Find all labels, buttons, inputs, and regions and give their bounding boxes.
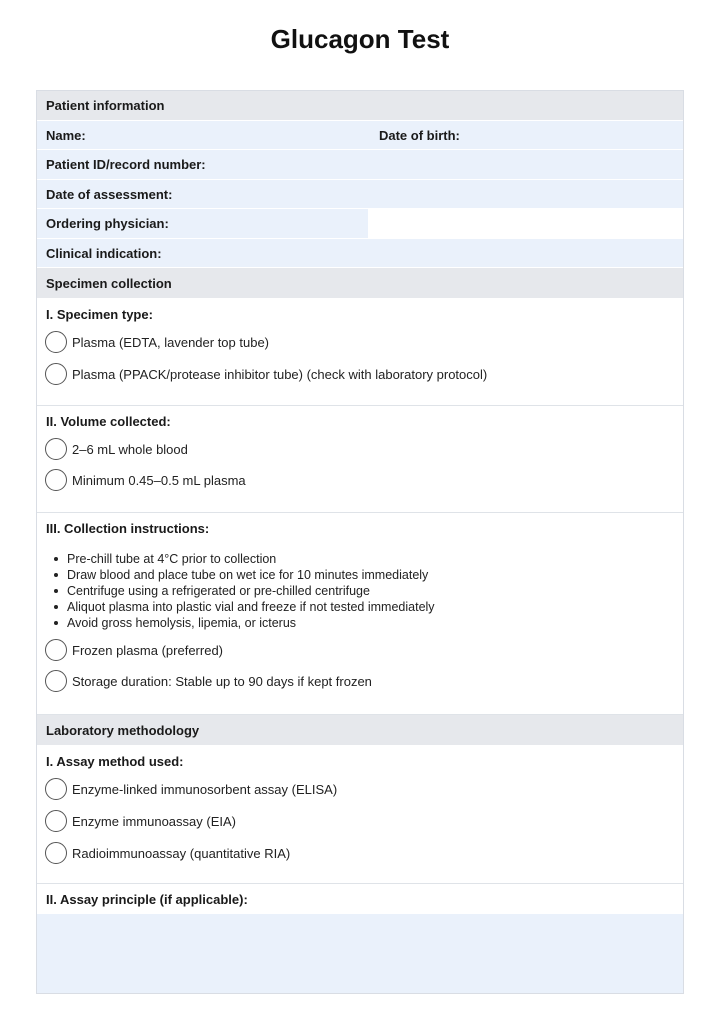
storage-option[interactable] — [45, 639, 223, 661]
option-label: 2–6 mL whole blood — [72, 441, 188, 457]
radio-button[interactable] — [45, 639, 67, 661]
glucagon-test-form — [36, 90, 684, 994]
patient-id-label: Patient ID/record number: — [46, 157, 206, 172]
section-title: Laboratory methodology — [46, 722, 200, 738]
radio-button[interactable] — [45, 438, 67, 460]
section-title: Specimen collection — [46, 275, 172, 291]
date-of-birth-field[interactable] — [370, 121, 683, 149]
volume-option[interactable] — [45, 438, 188, 460]
physician-row — [37, 209, 683, 239]
assay-principle-panel — [37, 884, 683, 914]
ordering-physician-field[interactable] — [37, 209, 368, 238]
instructions-list — [51, 551, 435, 631]
indication-row — [37, 239, 683, 268]
radio-button[interactable] — [45, 363, 67, 385]
laboratory-methodology-header — [37, 715, 683, 746]
patient-information-header — [37, 91, 683, 121]
list-item: Avoid gross hemolysis, lipemia, or icterus — [51, 615, 435, 631]
option-label: Plasma (PPACK/protease inhibitor tube) (check with laboratory protocol) — [72, 366, 488, 382]
date-of-birth-label: Date of birth: — [378, 127, 460, 143]
radio-button[interactable] — [45, 810, 67, 832]
clinical-indication-field[interactable] — [37, 239, 683, 267]
specimen-type-option[interactable] — [45, 363, 487, 385]
option-label: Storage duration: Stable up to 90 days if kept frozen — [72, 673, 372, 689]
patient-id-row — [37, 150, 683, 180]
option-label: Plasma (EDTA, lavender top tube) — [72, 334, 270, 350]
specimen-collection-header — [37, 268, 683, 299]
storage-option[interactable] — [45, 670, 372, 692]
radio-button[interactable] — [45, 670, 67, 692]
volume-option[interactable] — [45, 469, 246, 491]
section-title: Patient information — [46, 98, 165, 113]
clinical-indication-label: Clinical indication: — [46, 245, 162, 261]
name-field[interactable] — [37, 121, 370, 149]
option-label: Enzyme-linked immunosorbent assay (ELISA) — [72, 781, 338, 797]
radio-button[interactable] — [45, 842, 67, 864]
assay-method-option[interactable] — [45, 810, 236, 832]
assessment-date-label: Date of assessment: — [46, 186, 173, 202]
specimen-type-option[interactable] — [45, 331, 269, 353]
list-item: Pre-chill tube at 4°C prior to collection — [51, 551, 435, 567]
specimen-type-heading: I. Specimen type: — [46, 307, 153, 322]
radio-button[interactable] — [45, 331, 67, 353]
patient-id-field[interactable] — [37, 150, 683, 179]
option-label: Frozen plasma (preferred) — [72, 642, 223, 658]
assay-principle-textarea[interactable] — [37, 914, 683, 993]
assay-method-panel — [37, 746, 683, 884]
option-label: Enzyme immunoassay (EIA) — [72, 813, 236, 829]
assay-method-option[interactable] — [45, 842, 290, 864]
option-label: Minimum 0.45–0.5 mL plasma — [72, 472, 246, 488]
physician-extra-cell[interactable] — [368, 209, 683, 238]
specimen-type-panel — [37, 299, 683, 406]
radio-button[interactable] — [45, 469, 67, 491]
list-item: Centrifuge using a refrigerated or pre-chilled centrifuge — [51, 583, 435, 599]
assessment-date-field[interactable] — [37, 180, 683, 208]
volume-collected-heading: II. Volume collected: — [46, 414, 171, 429]
ordering-physician-label: Ordering physician: — [46, 216, 169, 231]
assay-principle-heading: II. Assay principle (if applicable): — [46, 892, 248, 907]
volume-collected-panel — [37, 406, 683, 513]
assay-method-option[interactable] — [45, 778, 337, 800]
name-dob-row — [37, 121, 683, 150]
assessment-date-row — [37, 180, 683, 209]
collection-instructions-panel — [37, 513, 683, 715]
list-item: Aliquot plasma into plastic vial and freeze if not tested immediately — [51, 599, 435, 615]
list-item: Draw blood and place tube on wet ice for 10 minutes immediately — [51, 567, 435, 583]
assay-method-heading: I. Assay method used: — [46, 754, 184, 769]
page-title: Glucagon Test — [270, 24, 450, 54]
option-label: Radioimmunoassay (quantitative RIA) — [72, 845, 291, 861]
name-label: Name: — [46, 127, 86, 143]
collection-instructions-heading: III. Collection instructions: — [46, 521, 210, 536]
radio-button[interactable] — [45, 778, 67, 800]
